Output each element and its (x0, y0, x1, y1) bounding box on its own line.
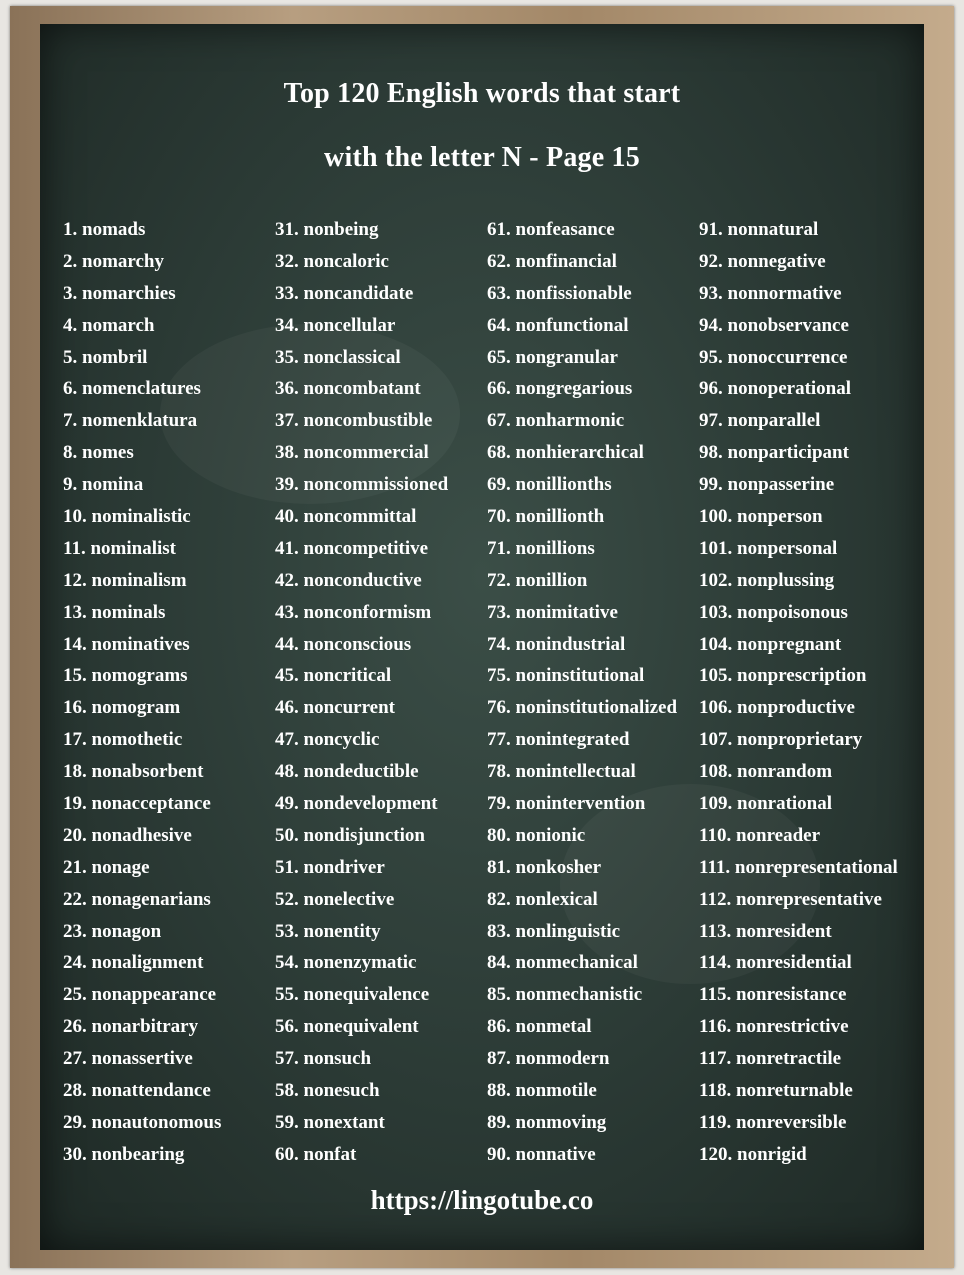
word-item: 52. nonelective (275, 888, 395, 910)
word-item: 88. nonmotile (487, 1080, 597, 1102)
word-item: 66. nongregarious (487, 378, 633, 400)
word-item: 97. nonparallel (699, 410, 821, 432)
word-item: 95. nonoccurrence (699, 346, 848, 368)
word-item: 34. noncellular (275, 314, 396, 336)
word-item: 16. nomogram (63, 697, 181, 719)
word-item: 87. nonmodern (487, 1048, 610, 1070)
word-item: 30. nonbearing (63, 1143, 185, 1165)
page-title-line1: Top 120 English words that start (283, 78, 681, 109)
word-item: 43. nonconformism (275, 601, 432, 623)
word-item: 13. nominals (63, 601, 166, 623)
word-item: 81. nonkosher (487, 856, 602, 878)
site-url[interactable]: https://lingotube.co (370, 1185, 594, 1215)
word-item: 54. nonenzymatic (275, 952, 417, 974)
word-item: 56. nonequivalent (275, 1016, 419, 1038)
word-item: 44. nonconscious (275, 633, 412, 655)
word-item: 79. nonintervention (487, 793, 646, 815)
word-item: 35. nonclassical (275, 346, 401, 368)
word-item: 60. nonfat (275, 1143, 357, 1165)
word-item: 19. nonacceptance (63, 793, 211, 815)
word-item: 48. nondeductible (275, 761, 419, 783)
word-item: 11. nominalist (63, 537, 176, 559)
word-item: 96. nonoperational (699, 378, 852, 400)
word-item: 112. nonrepresentative (699, 888, 882, 910)
word-item: 72. nonillion (487, 569, 588, 591)
word-item: 4. nomarch (63, 314, 155, 336)
word-item: 75. noninstitutional (487, 665, 645, 687)
word-item: 50. nondisjunction (275, 824, 425, 846)
word-column-4 (699, 214, 898, 1171)
word-item: 28. nonattendance (63, 1080, 211, 1102)
chalkboard (40, 24, 924, 1250)
word-item: 120. nonrigid (699, 1143, 807, 1165)
word-item: 47. noncyclic (275, 729, 380, 751)
word-item: 1. nomads (63, 219, 146, 240)
word-item: 45. noncritical (275, 665, 392, 687)
word-item: 22. nonagenarians (63, 888, 211, 910)
word-item: 98. nonparticipant (699, 442, 849, 464)
word-item: 105. nonprescription (699, 665, 867, 687)
word-item: 49. nondevelopment (275, 793, 438, 815)
word-item: 115. nonresistance (699, 984, 847, 1006)
word-item: 33. noncandidate (275, 282, 414, 304)
word-item: 24. nonalignment (63, 952, 204, 974)
word-item: 27. nonassertive (63, 1048, 193, 1070)
word-item: 78. nonintellectual (487, 761, 636, 783)
word-item: 20. nonadhesive (63, 824, 192, 846)
word-item: 53. nonentity (275, 920, 381, 942)
word-item: 103. nonpoisonous (699, 601, 848, 623)
word-item: 17. nomothetic (63, 729, 183, 751)
word-item: 36. noncombatant (275, 378, 421, 400)
word-item: 84. nonmechanical (487, 952, 638, 974)
word-item: 37. noncombustible (275, 410, 433, 432)
word-item: 42. nonconductive (275, 569, 422, 591)
word-item: 94. nonobservance (699, 314, 849, 336)
word-item: 67. nonharmonic (487, 410, 625, 432)
word-item: 59. nonextant (275, 1111, 385, 1133)
word-item: 12. nominalism (63, 569, 187, 591)
word-item: 100. nonperson (699, 506, 823, 528)
word-item: 23. nonagon (63, 920, 162, 942)
word-item: 114. nonresidential (699, 952, 852, 974)
word-item: 118. nonreturnable (699, 1080, 853, 1102)
word-item: 3. nomarchies (63, 282, 176, 304)
word-item: 64. nonfunctional (487, 314, 629, 336)
wooden-frame (10, 6, 954, 1268)
word-item: 77. nonintegrated (487, 729, 630, 751)
word-item: 31. nonbeing (275, 219, 379, 240)
word-item: 61. nonfeasance (487, 219, 615, 240)
word-item: 7. nomenklatura (63, 410, 198, 432)
word-item: 82. nonlexical (487, 888, 598, 910)
word-item: 39. noncommissioned (275, 474, 449, 496)
word-item: 38. noncommercial (275, 442, 429, 464)
word-item: 106. nonproductive (699, 697, 855, 719)
word-item: 101. nonpersonal (699, 537, 838, 559)
word-column-1 (63, 214, 221, 1171)
word-item: 85. nonmechanistic (487, 984, 643, 1006)
word-item: 76. noninstitutionalized (487, 697, 678, 719)
word-item: 86. nonmetal (487, 1016, 592, 1038)
word-item: 111. nonrepresentational (699, 856, 898, 878)
word-item: 108. nonrandom (699, 761, 833, 783)
word-item: 69. nonillionths (487, 474, 612, 496)
word-item: 117. nonretractile (699, 1048, 842, 1070)
word-item: 62. nonfinancial (487, 250, 617, 272)
word-item: 74. nonindustrial (487, 633, 626, 655)
word-item: 90. nonnative (487, 1143, 596, 1165)
word-item: 40. noncommittal (275, 506, 417, 528)
word-item: 109. nonrational (699, 793, 833, 815)
word-item: 14. nominatives (63, 633, 190, 655)
word-item: 51. nondriver (275, 856, 385, 878)
word-item: 63. nonfissionable (487, 282, 632, 304)
word-item: 91. nonnatural (699, 219, 819, 240)
word-item: 80. nonionic (487, 824, 586, 846)
word-item: 119. nonreversible (699, 1111, 847, 1133)
word-item: 55. nonequivalence (275, 984, 430, 1006)
word-item: 89. nonmoving (487, 1111, 607, 1133)
word-column-3 (487, 214, 677, 1171)
word-item: 99. nonpasserine (699, 474, 835, 496)
word-item: 15. nomograms (63, 665, 188, 687)
word-item: 26. nonarbitrary (63, 1016, 199, 1038)
word-item: 73. nonimitative (487, 601, 618, 623)
word-item: 110. nonreader (699, 824, 821, 846)
word-item: 93. nonnormative (699, 282, 842, 304)
word-item: 70. nonillionth (487, 506, 605, 528)
word-item: 113. nonresident (699, 920, 832, 942)
word-item: 83. nonlinguistic (487, 920, 621, 942)
word-item: 41. noncompetitive (275, 537, 429, 559)
word-item: 57. nonsuch (275, 1048, 372, 1070)
word-item: 58. nonesuch (275, 1080, 380, 1102)
word-item: 21. nonage (63, 856, 150, 878)
word-item: 6. nomenclatures (63, 378, 201, 400)
word-item: 18. nonabsorbent (63, 761, 204, 783)
word-item: 104. nonpregnant (699, 633, 842, 655)
page-title-line2: with the letter N - Page 15 (324, 142, 640, 173)
word-item: 71. nonillions (487, 537, 595, 559)
word-item: 32. noncaloric (275, 250, 389, 272)
word-item: 46. noncurrent (275, 697, 395, 719)
word-item: 68. nonhierarchical (487, 442, 644, 464)
word-item: 5. nombril (63, 346, 148, 368)
word-item: 10. nominalistic (63, 506, 191, 528)
word-item: 29. nonautonomous (63, 1111, 222, 1133)
word-item: 107. nonproprietary (699, 729, 863, 751)
word-item: 9. nomina (63, 474, 144, 496)
word-item: 102. nonplussing (699, 569, 835, 591)
word-item: 92. nonnegative (699, 250, 826, 272)
word-item: 8. nomes (63, 442, 134, 464)
word-item: 25. nonappearance (63, 984, 217, 1006)
word-item: 2. nomarchy (63, 250, 164, 272)
word-item: 116. nonrestrictive (699, 1016, 849, 1038)
word-column-2 (275, 214, 448, 1171)
word-item: 65. nongranular (487, 346, 618, 368)
